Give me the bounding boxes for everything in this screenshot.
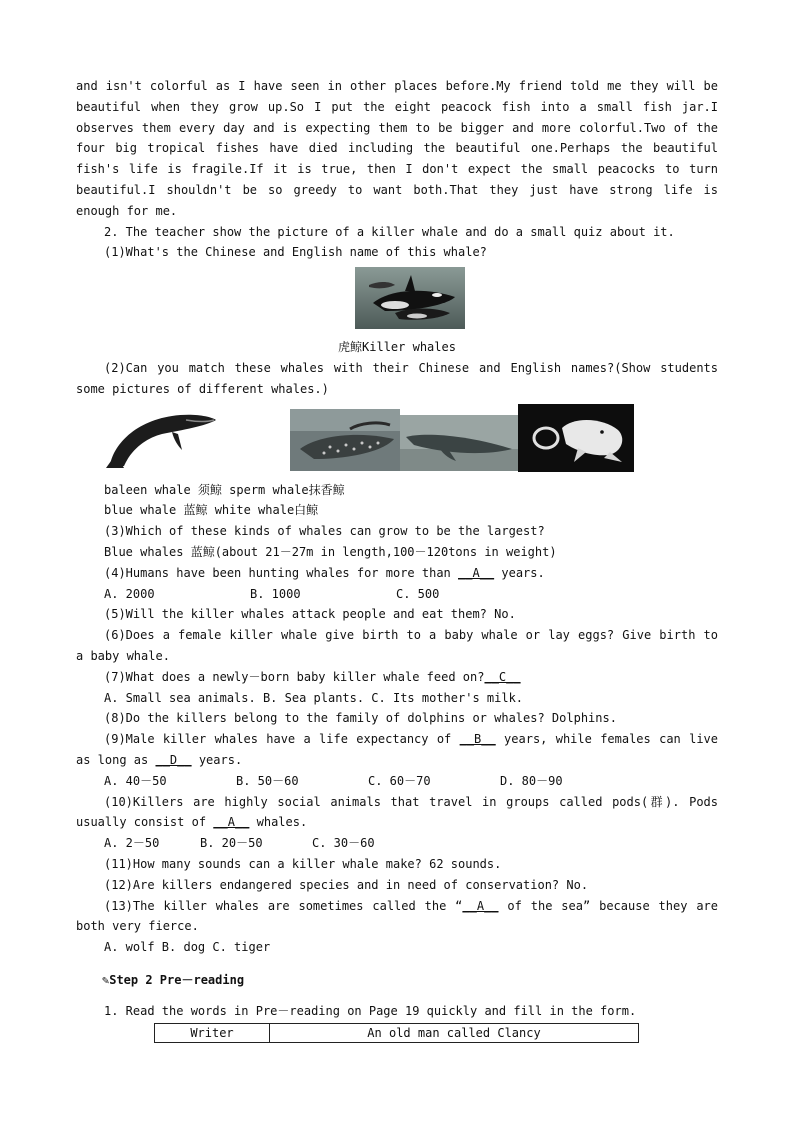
question-5: (5)Will the killer whales attack people and eat them? No. [104, 607, 516, 622]
pre-reading-form [154, 1023, 639, 1043]
question-4: (4)Humans have been hunting whales for more than __A__ years. [104, 565, 545, 580]
option-9c: C. 60－70 [368, 773, 431, 788]
item-1: 1. Read the words in Pre－reading on Page 19 quickly and fill in the form. [104, 1003, 637, 1018]
option-4c: C. 500 [396, 586, 440, 601]
question-11: (11)How many sounds can a killer whale make? 62 sounds. [104, 856, 502, 871]
question-7: (7)What does a newly－born baby killer whale feed on?__C__ [104, 669, 521, 684]
options-9 [76, 771, 718, 792]
option-10a: A. 2－50 [104, 836, 160, 851]
whale-names-line-2: blue whale 蓝鲸 white whale白鲸 [104, 503, 319, 518]
option-10c: C. 30－60 [312, 836, 375, 851]
question-1: (1)What's the Chinese and English name of this whale? [104, 245, 487, 260]
table-row [155, 1024, 639, 1043]
sperm-whale-picture [290, 409, 400, 471]
killer-whale-caption: 虎鲸Killer whales [338, 340, 456, 355]
answer-blank-9a: __B__ [459, 732, 496, 747]
step-2-heading: ✎Step 2 Pre－reading [102, 972, 245, 987]
option-9b: B. 50－60 [236, 773, 299, 788]
answer-3: Blue whales 蓝鲸(about 21－27m in length,100－120tons in weight) [104, 544, 557, 559]
table-cell-writer-value: An old man called Clancy [270, 1024, 639, 1043]
options-13: A. wolf B. dog C. tiger [104, 940, 271, 955]
answer-blank-10: __A__ [213, 815, 250, 830]
option-9d: D. 80－90 [500, 773, 563, 788]
option-10b: B. 20－50 [200, 836, 263, 851]
blue-whale-picture [400, 415, 518, 471]
intro-paragraph: and isn't colorful as I have seen in other places before.My friend told me they will be beautiful when they grow up.So I put the eight peacock fish into a small fish jar.I observes them every day and is expecting them to be bigger and more colorful.Two of the four big tropical fishes have died including the beautiful one.Perhaps the beautiful fish's life is fragile.If it is true, then I don't expect the small peacocks to turn beautiful.I shouldn't be so greedy to want both.That they just have strong life is enough for me. [76, 79, 718, 218]
options-7: A. Small sea animals. B. Sea plants. C. Its mother's milk. [104, 690, 524, 705]
white-whale-picture [518, 404, 634, 472]
answer-blank-7: __C__ [484, 669, 521, 684]
question-3: (3)Which of these kinds of whales can grow to be the largest? [104, 524, 545, 539]
question-13: (13)The killer whales are sometimes called the “__A__ of the sea” because they are both very fierce. [76, 898, 719, 934]
whale-pictures-row [76, 404, 718, 474]
bullet-icon: ✎ [102, 972, 110, 987]
item-2: 2. The teacher show the picture of a killer whale and do a small quiz about it. [104, 224, 675, 239]
question-10: (10)Killers are highly social animals that travel in groups called pods(群). Pods usually consist of __A__ whales. [76, 794, 718, 830]
whale-names-line-1: baleen whale 须鲸 sperm whale抹香鲸 [104, 482, 345, 497]
answer-blank-4: __A__ [458, 565, 495, 580]
options-4 [76, 584, 718, 605]
question-8: (8)Do the killers belong to the family of dolphins or whales? Dolphins. [104, 711, 617, 726]
table-cell-writer: Writer [155, 1024, 270, 1043]
killer-whale-photo [355, 267, 465, 329]
options-10 [76, 833, 718, 854]
answer-blank-9b: __D__ [155, 752, 192, 767]
question-6: (6)Does a female killer whale give birth to a baby whale or lay eggs? Give birth to a baby whale. [76, 628, 718, 663]
option-4a: A. 2000 [104, 586, 155, 601]
baleen-whale-picture [102, 408, 220, 470]
option-9a: A. 40－50 [104, 773, 167, 788]
answer-blank-13: __A__ [462, 898, 499, 913]
question-9: (9)Male killer whales have a life expectancy of __B__ years, while females can live as long as __D__ years. [76, 732, 718, 767]
question-2: (2)Can you match these whales with their Chinese and English names?(Show students some pictures of different whales.) [76, 360, 718, 396]
question-12: (12)Are killers endangered species and in need of conservation? No. [104, 877, 589, 892]
killer-whale-photo-wrap [76, 267, 718, 333]
option-4b: B. 1000 [250, 586, 301, 601]
document-page [76, 76, 718, 1043]
